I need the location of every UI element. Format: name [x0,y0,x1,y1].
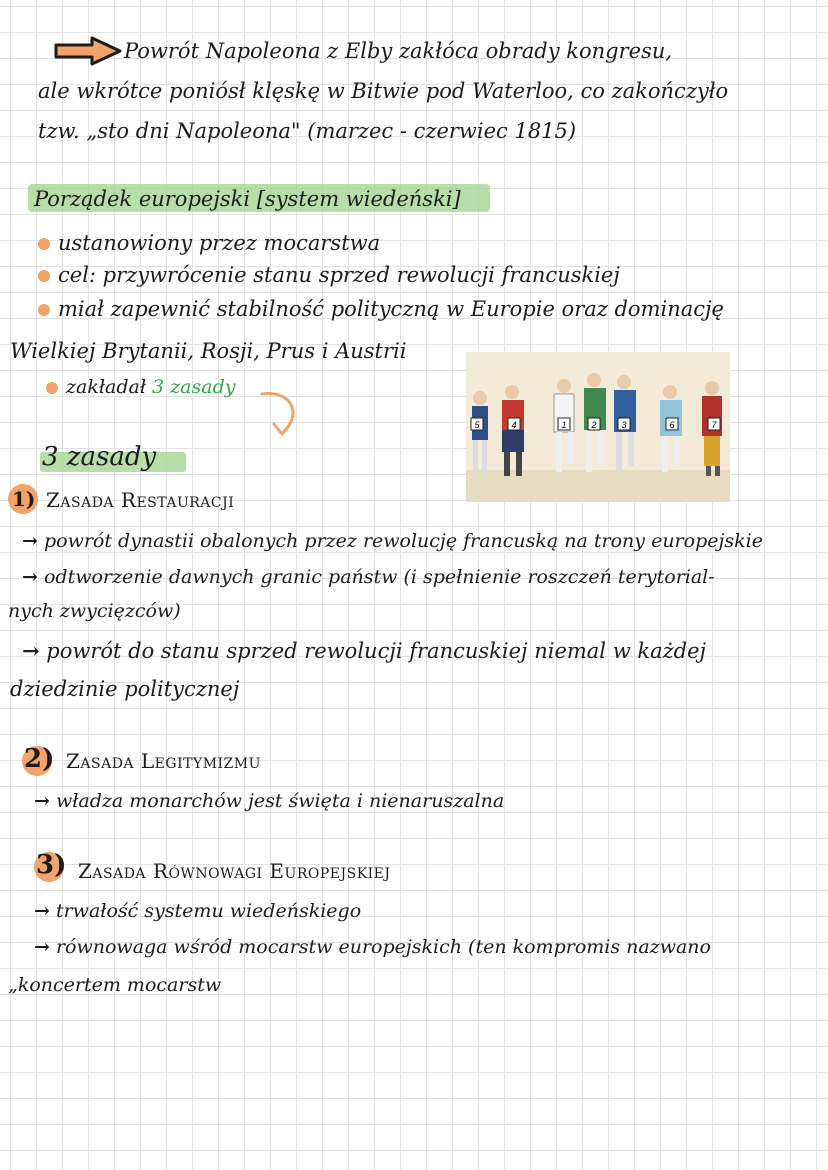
principle-1-item-1-text: powrót dynastii obalonych przez rewolucję francuską na trony europejskie [43,530,763,552]
principle-3-item-1-text: trwałość systemu wiedeńskiego [55,900,362,922]
figure-label: 4 [511,420,517,430]
principle-1-item-3-text: powrót do stanu sprzed rewolucji francuskiej niemal w każdej [46,639,707,663]
arrow-icon: → [34,900,50,922]
principle-1-item-2-continued: nych zwycięzców) [8,600,181,622]
arrow-icon: → [34,936,50,958]
right-arrow-icon [52,36,124,66]
figure-label: 7 [711,420,717,430]
bullet-dot [46,382,58,394]
figure-label: 6 [669,420,675,430]
arrow-icon: → [34,790,50,812]
intro-line-3: tzw. „sto dni Napoleona" (marzec - czerwiec 1815) [38,119,577,143]
arrow-icon: → [22,566,38,588]
principle-3-item-2-text: równowaga wśród mocarstw europejskich (ten kompromis nazwano [55,936,711,958]
principle-2-item-1-text: władza monarchów jest święta i nienaruszalna [55,790,505,812]
congress-caricature-image [466,352,730,502]
figure-label: 5 [474,420,480,430]
bullet-dot [38,270,50,282]
order-bullet-4-link: 3 zasady [152,376,236,398]
principle-1-item-3-continued: dziedzinie politycznej [10,677,240,701]
order-bullet-4-prefix: zakładał [66,376,146,398]
order-bullet-3-line-1: miał zapewnić stabilność polityczną w Europie oraz dominację [58,297,724,321]
arrow-icon: → [22,530,38,552]
principle-3-number: 3) [36,850,67,880]
order-bullet-4 [66,374,236,400]
principle-3-item-2 [34,934,711,960]
intro-line-2: ale wkrótce poniósł klęskę w Bitwie pod Waterloo, co zakończyło [38,79,729,103]
principle-1-item-2-text: odtworzenie dawnych granic państw (i spełnienie roszczeń terytorial- [43,566,715,588]
principle-2-title: Zasada Legitymizmu [66,749,261,773]
intro-line-1: Powrót Napoleona z Elby zakłóca obrady kongresu, [124,39,673,63]
principle-1-title: Zasada Restauracji [46,488,235,512]
principle-3-title: Zasada Równowagi Europejskiej [78,859,391,883]
order-bullet-2: cel: przywrócenie stanu sprzed rewolucji francuskiej [58,263,620,287]
principle-3-item-2-continued: „koncertem mocarstw [8,974,222,996]
order-bullet-1: ustanowiony przez mocarstwa [58,231,381,255]
curved-arrow-icon [258,388,304,440]
principle-2-item-1 [34,788,504,814]
principle-1-item-2 [22,564,715,590]
principle-1-number: 1) [12,487,36,511]
principle-3-item-1 [34,898,361,924]
principle-2-number: 2) [24,744,55,774]
figure-label: 1 [561,420,567,430]
order-bullet-3-line-2: Wielkiej Brytanii, Rosji, Prus i Austrii [10,339,407,363]
principle-1-item-1 [22,528,763,554]
bullet-dot [38,304,50,316]
principle-1-item-3 [22,638,706,664]
figure-label: 3 [621,420,627,430]
order-heading: Porządek europejski [system wiedeński] [34,187,461,211]
principles-heading: 3 zasady [42,442,157,472]
bullet-dot [38,238,50,250]
figure-label: 2 [591,420,597,430]
arrow-icon: → [22,638,40,663]
